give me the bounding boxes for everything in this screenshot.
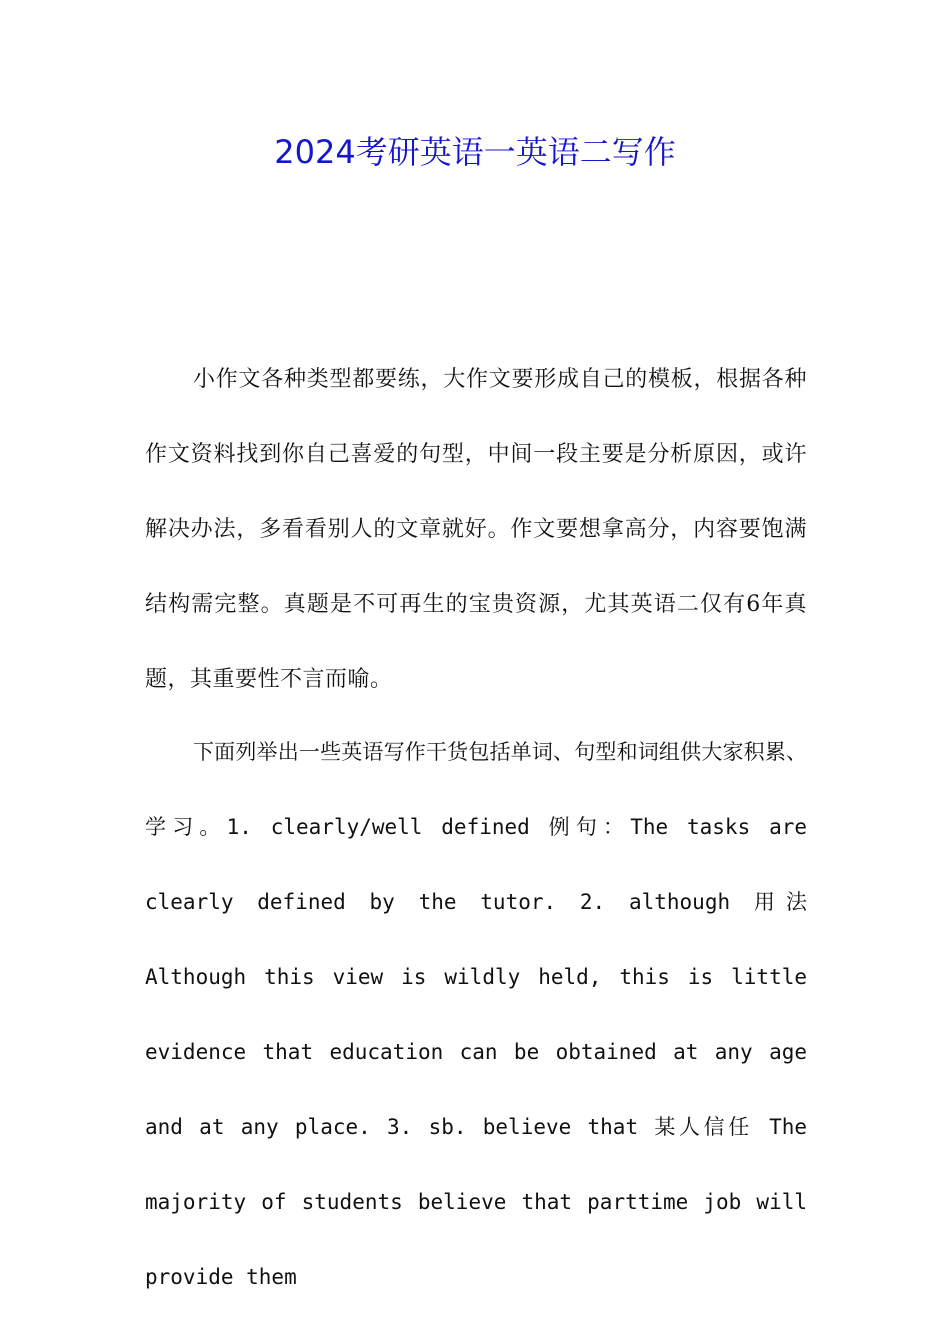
document-title: 2024考研英语一英语二写作 (274, 133, 676, 171)
body-paragraph-2: 下面列举出一些英语写作干货包括单词、句型和词组供大家积累、学习。1. clearly/well defined 例句：The tasks are clearly defined by the tutor. 2. although 用法 Although this view is wildly held, this is little evidence that education can be obtained at any age and at any place. 3. sb. believe that 某人信任 The majority of students believe that parttime job will provide them (145, 740, 807, 1289)
body-paragraph-1: 小作文各种类型都要练，大作文要形成自己的模板，根据各种作文资料找到你自己喜爱的句型，中间一段主要是分析原因，或许解决办法，多看看别人的文章就好。作文要想拿高分，内容要饱满结构需完整。真题是不可再生的宝贵资源，尤其英语二仅有6年真题，其重要性不言而喻。 (145, 367, 807, 692)
